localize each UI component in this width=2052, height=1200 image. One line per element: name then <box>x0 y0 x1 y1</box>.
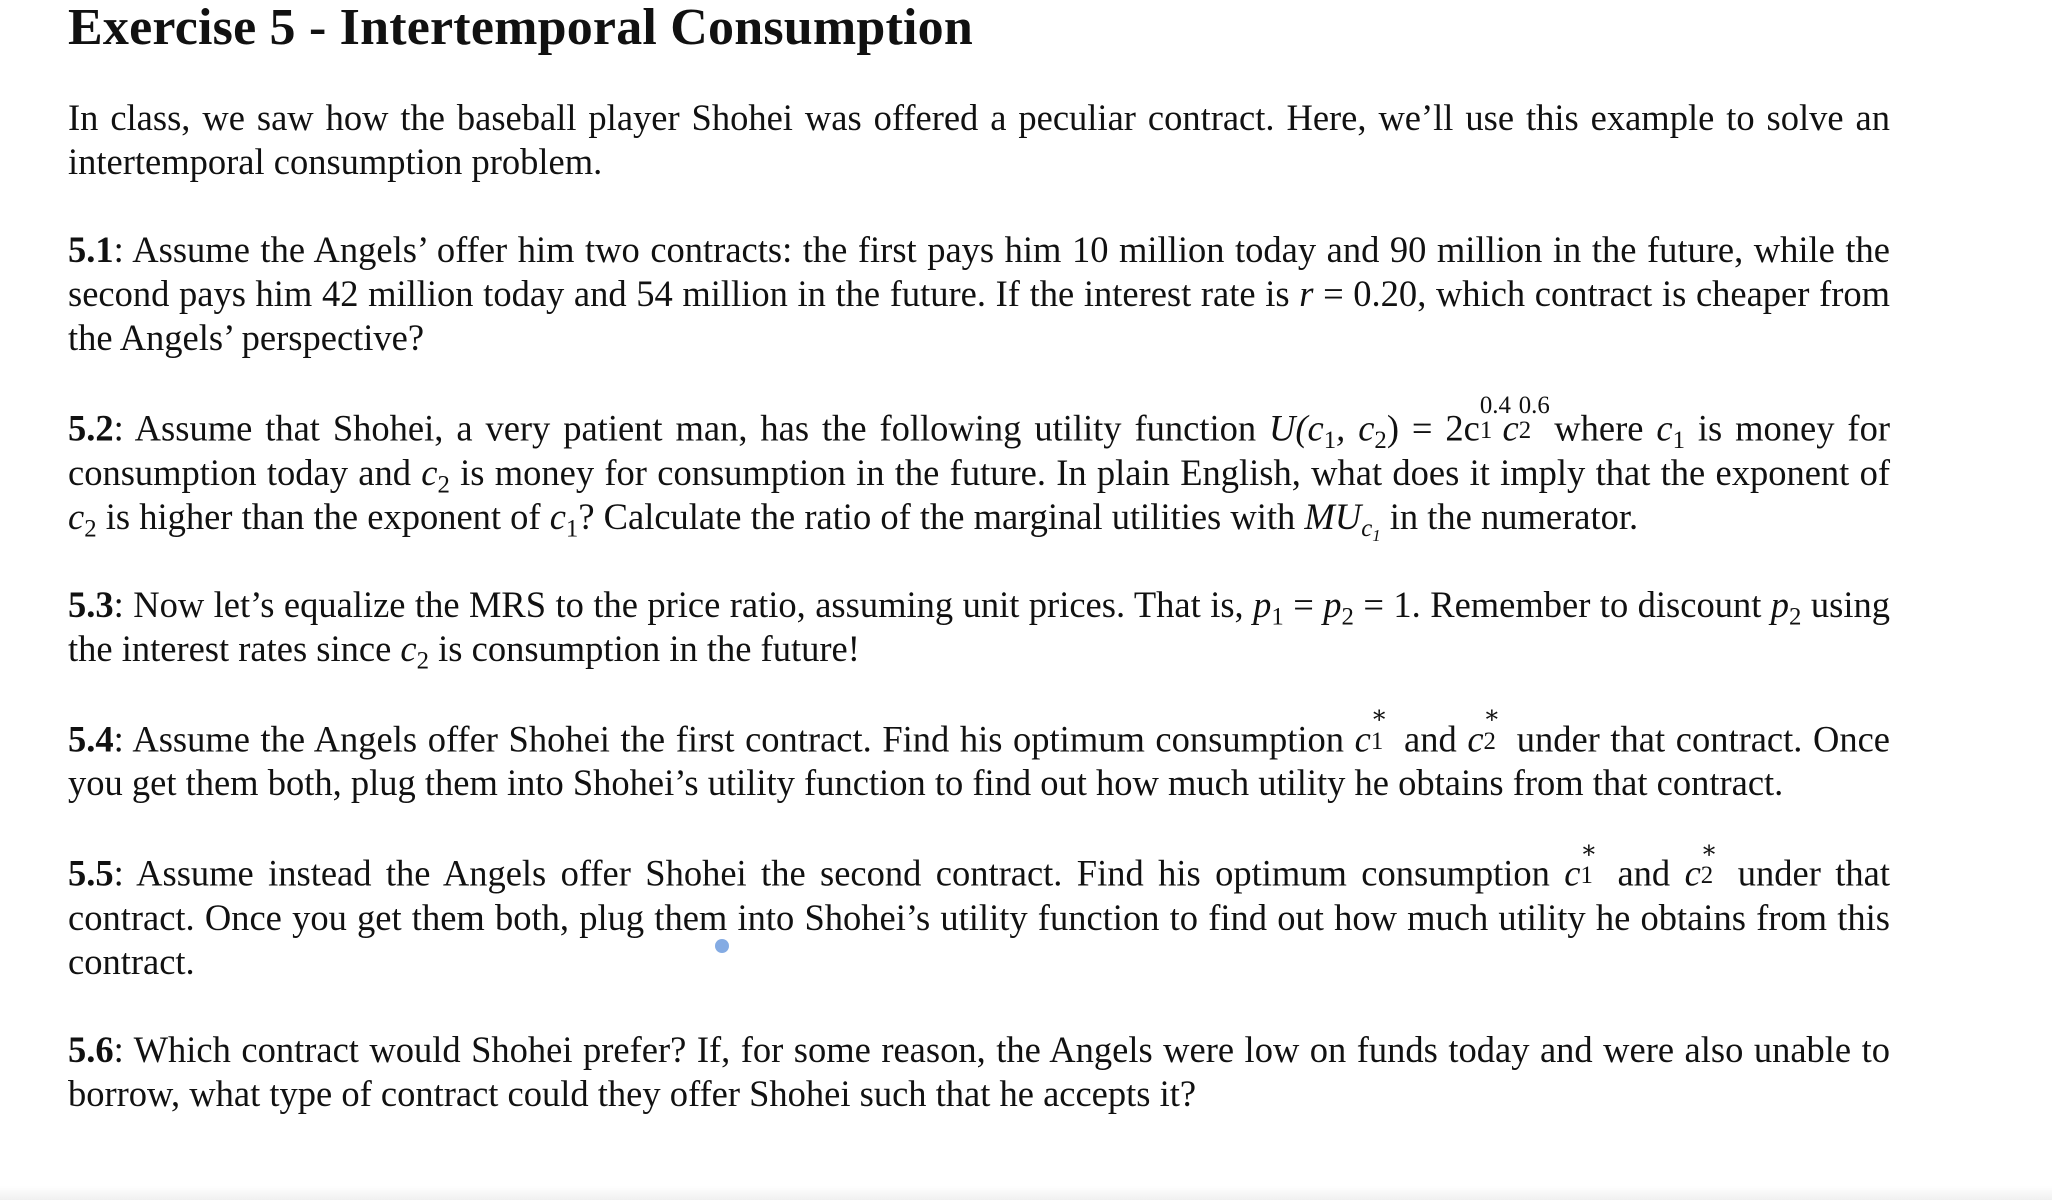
math-args: (c <box>1295 407 1324 449</box>
question-label: 5.6 <box>68 1028 114 1070</box>
question-label: 5.5 <box>68 852 114 894</box>
math-sub: c1 <box>1361 514 1381 545</box>
math-eq: = <box>1283 583 1324 625</box>
math-var-r: r <box>1299 273 1314 314</box>
math-eq: = 0.20 <box>1313 273 1418 314</box>
math-sub: 2 <box>1374 426 1387 454</box>
math-subsup <box>1370 702 1394 755</box>
exercise-title: Exercise 5 - Intertemporal Consumption <box>68 0 974 56</box>
math-sub: 2 <box>437 470 450 498</box>
question-text: ? Calculate the ratio of the marginal utilities with <box>578 495 1305 537</box>
question-text: : Assume the Angels offer Shohei the first contract. Find his optimum consumption <box>113 718 1355 759</box>
math-sub: 1 <box>1672 426 1685 454</box>
math-sub: 2 <box>1518 417 1532 445</box>
math-star: ∗ <box>1370 702 1388 730</box>
question-text: using the interest rates since <box>68 583 1890 669</box>
math-star: ∗ <box>1700 836 1718 864</box>
math-sub: 1 <box>1271 602 1284 630</box>
math-sub: 1 <box>1580 862 1593 890</box>
math-subsup <box>1479 391 1511 445</box>
question-text: and <box>1393 718 1468 759</box>
math-var-c: c <box>421 451 438 493</box>
math-subsup <box>1580 836 1603 890</box>
math-star: ∗ <box>1483 702 1501 730</box>
question-text: under that contract. Once you get them both, plug them into Shohei’s utility function to find out how much utility he obtains from this contract. <box>68 852 1890 982</box>
question-text: : Assume instead the Angels offer Shohei the second contract. Find his optimum consumption <box>113 852 1565 894</box>
question-5-4 <box>68 702 1890 806</box>
math-var-c: c <box>1467 718 1484 759</box>
question-5-6 <box>68 1028 1890 1116</box>
question-text: under that contract. Once you get them both, plug them into Shohei’s utility function to find out how much utility he obtains from that contract. <box>68 718 1890 803</box>
question-label: 5.3 <box>68 583 114 625</box>
math-sub: 2 <box>84 514 97 542</box>
question-text: : Assume that Shohei, a very patient man, has the following utility function <box>113 407 1270 449</box>
math-var-c: c <box>68 495 85 537</box>
document-page <box>68 0 1890 1116</box>
question-5-3 <box>68 583 1890 674</box>
math-sub: 1 <box>565 514 579 542</box>
question-label: 5.2 <box>68 407 114 449</box>
math-sub: 1 <box>1323 426 1337 454</box>
question-label: 5.4 <box>68 718 114 759</box>
math-exp: 0.4 <box>1479 391 1511 419</box>
math-comma: , c <box>1336 407 1375 449</box>
math-sub: 2 <box>416 646 430 674</box>
math-var-p: p <box>1323 583 1342 625</box>
question-5-5 <box>68 836 1890 984</box>
question-text: is consumption in the future! <box>429 627 860 669</box>
math-sub: 2 <box>1700 862 1714 890</box>
question-label: 5.1 <box>68 229 114 270</box>
question-text: is money for consumption today and <box>68 407 1890 493</box>
question-text: . Remember to discount <box>1411 583 1771 625</box>
math-var-p: p <box>1253 583 1272 625</box>
math-var-c: c <box>1684 852 1701 894</box>
question-text: : Which contract would Shohei prefer? If, for some reason, the Angels were low on funds today and were also unable to borrow, what type of contract could they offer Shohei such that he accepts it? <box>68 1028 1890 1114</box>
math-var-c: c <box>1656 407 1673 449</box>
math-sub: 2 <box>1341 602 1354 630</box>
math-var-c: c <box>1564 852 1581 894</box>
math-subsup <box>1483 702 1507 755</box>
math-var-c: c <box>549 495 566 537</box>
question-5-1 <box>68 228 1890 360</box>
math-sub: 2 <box>1483 727 1496 755</box>
math-subsup <box>1518 391 1550 445</box>
math-var-U: U <box>1269 407 1296 449</box>
math-close: ) <box>1386 407 1399 449</box>
math-equals: = 2c <box>1398 407 1480 449</box>
question-text: : Now let’s equalize the MRS to the price ratio, assuming unit prices. That is, <box>113 583 1254 625</box>
intro-paragraph: In class, we saw how the baseball player Shohei was offered a peculiar contract. Here, we’ll use this example to solve an intertemporal consumption problem. <box>68 97 1890 182</box>
question-text: , which contract is cheaper from the Angels’ perspective? <box>68 273 1890 358</box>
question-text: is money for consumption in the future. In plain English, what does it imply that the exponent of <box>449 451 1890 493</box>
question-5-2 <box>68 391 1890 545</box>
math-var-c: c <box>1502 407 1519 449</box>
math-star: ∗ <box>1580 836 1598 864</box>
question-text: is higher than the exponent of <box>96 495 550 537</box>
math-var-c: c <box>1354 718 1371 759</box>
math-sub: 1 <box>1370 727 1384 755</box>
question-text: and <box>1603 852 1685 894</box>
math-sub: 1 <box>1479 417 1493 445</box>
question-text: where <box>1541 407 1657 449</box>
math-var-MU: MU <box>1304 495 1362 537</box>
math-subsup <box>1700 836 1724 890</box>
question-text: in the numerator. <box>1380 495 1639 537</box>
page-bottom-edge <box>0 1186 2052 1200</box>
question-text: : Assume the Angels’ offer him two contracts: the first pays him 10 million today and 90 million in the future, while the second pays him 42 million today and 54 million in the future. If the interest rate is <box>68 229 1890 314</box>
math-sub: 2 <box>1789 602 1802 630</box>
math-eq: = 1 <box>1353 583 1412 625</box>
math-var-c: c <box>400 627 417 669</box>
math-var-p: p <box>1770 583 1790 625</box>
cursor-indicator <box>715 939 729 953</box>
math-exp: 0.6 <box>1518 391 1550 419</box>
